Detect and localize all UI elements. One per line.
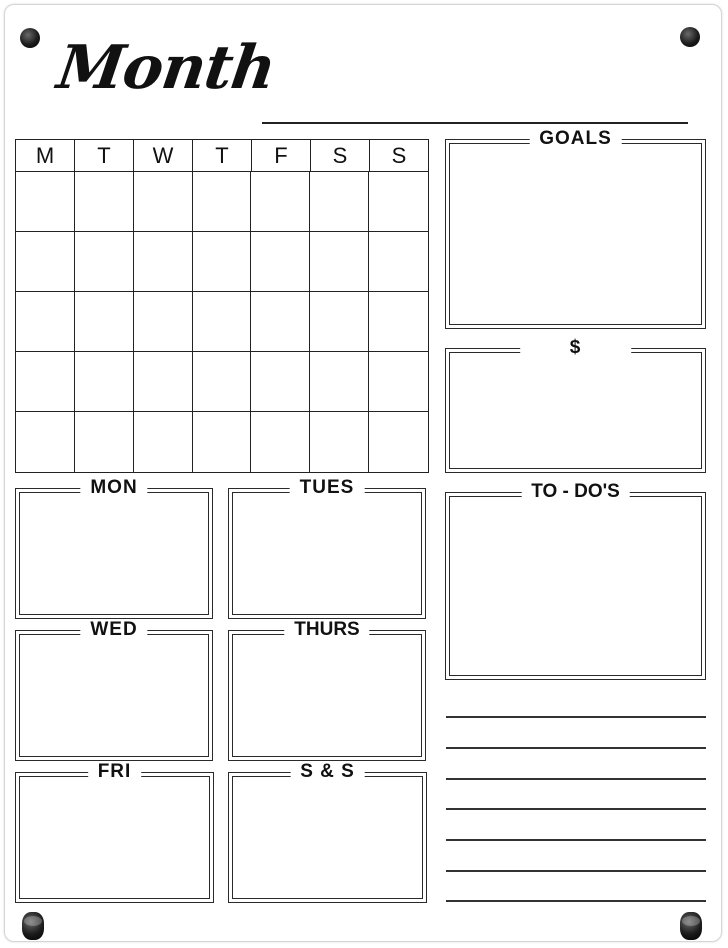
calendar-cell[interactable]	[16, 232, 75, 292]
note-line[interactable]	[446, 716, 706, 718]
calendar-cell[interactable]	[134, 412, 193, 472]
note-line[interactable]	[446, 900, 706, 902]
calendar-cell[interactable]	[310, 412, 369, 472]
wed-box[interactable]	[15, 619, 213, 761]
note-line[interactable]	[446, 839, 706, 841]
calendar-day-header: F	[252, 140, 311, 171]
calendar-cell[interactable]	[369, 412, 428, 472]
calendar-cell[interactable]	[193, 352, 252, 412]
calendar-cell[interactable]	[134, 352, 193, 412]
calendar-day-header: T	[75, 140, 134, 171]
calendar-day-header: M	[16, 140, 75, 171]
calendar-cell[interactable]	[251, 172, 310, 232]
calendar-day-header: S	[391, 143, 407, 168]
calendar-cell[interactable]	[310, 352, 369, 412]
calendar-cell[interactable]	[193, 232, 252, 292]
calendar-cell[interactable]	[75, 232, 134, 292]
thurs-box[interactable]	[228, 619, 426, 761]
calendar-cell[interactable]	[134, 232, 193, 292]
calendar-cell[interactable]	[310, 172, 369, 232]
todos-title: TO - DO'S	[521, 481, 630, 503]
note-line[interactable]	[446, 870, 706, 872]
calendar-cell[interactable]	[310, 232, 369, 292]
calendar-cell[interactable]	[75, 412, 134, 472]
standoff-bottom-right	[680, 912, 702, 940]
note-line[interactable]	[446, 778, 706, 780]
calendar-cell[interactable]	[16, 292, 75, 352]
mon-title: MON	[80, 477, 147, 499]
calendar-body	[16, 172, 428, 472]
standoff-top-left	[20, 28, 40, 48]
tues-box[interactable]	[228, 477, 426, 619]
standoff-bottom-left	[22, 912, 44, 940]
calendar-day-header: S	[311, 140, 370, 171]
calendar-cell[interactable]	[369, 232, 428, 292]
goals-box[interactable]	[445, 128, 706, 329]
calendar-cell[interactable]	[134, 172, 193, 232]
thurs-title: THURS	[284, 619, 369, 641]
tues-title: TUES	[290, 477, 365, 499]
money-box[interactable]	[445, 337, 706, 473]
calendar-cell[interactable]	[75, 352, 134, 412]
calendar-cell[interactable]	[251, 232, 310, 292]
month-write-line[interactable]	[262, 122, 688, 124]
goals-title: GOALS	[529, 128, 622, 150]
weekend-box[interactable]	[228, 761, 427, 903]
calendar-cell[interactable]	[16, 352, 75, 412]
calendar-cell[interactable]	[369, 352, 428, 412]
calendar-cell[interactable]	[310, 292, 369, 352]
calendar-cell[interactable]	[16, 172, 75, 232]
fri-title: FRI	[88, 761, 142, 783]
fri-box[interactable]	[15, 761, 214, 903]
calendar-cell[interactable]	[16, 412, 75, 472]
calendar-cell[interactable]	[251, 412, 310, 472]
calendar-cell[interactable]	[369, 172, 428, 232]
calendar-cell[interactable]	[75, 172, 134, 232]
note-line[interactable]	[446, 808, 706, 810]
mon-box[interactable]	[15, 477, 213, 619]
calendar-cell[interactable]	[193, 172, 252, 232]
todos-box[interactable]	[445, 481, 706, 680]
calendar-cell[interactable]	[75, 292, 134, 352]
calendar-header-row	[16, 140, 428, 172]
calendar-cell[interactable]	[193, 412, 252, 472]
calendar-cell[interactable]	[134, 292, 193, 352]
month-calendar-grid	[15, 139, 429, 473]
calendar-cell[interactable]	[251, 292, 310, 352]
standoff-top-right	[680, 27, 700, 47]
money-title: $	[520, 337, 632, 359]
weekend-title: S & S	[290, 761, 365, 783]
calendar-cell[interactable]	[193, 292, 252, 352]
calendar-day-header: W	[134, 140, 193, 171]
note-line[interactable]	[446, 747, 706, 749]
month-title: Month	[53, 33, 280, 103]
calendar-cell[interactable]	[251, 352, 310, 412]
wed-title: WED	[80, 619, 147, 641]
calendar-cell[interactable]	[369, 292, 428, 352]
calendar-day-header: T	[193, 140, 252, 171]
